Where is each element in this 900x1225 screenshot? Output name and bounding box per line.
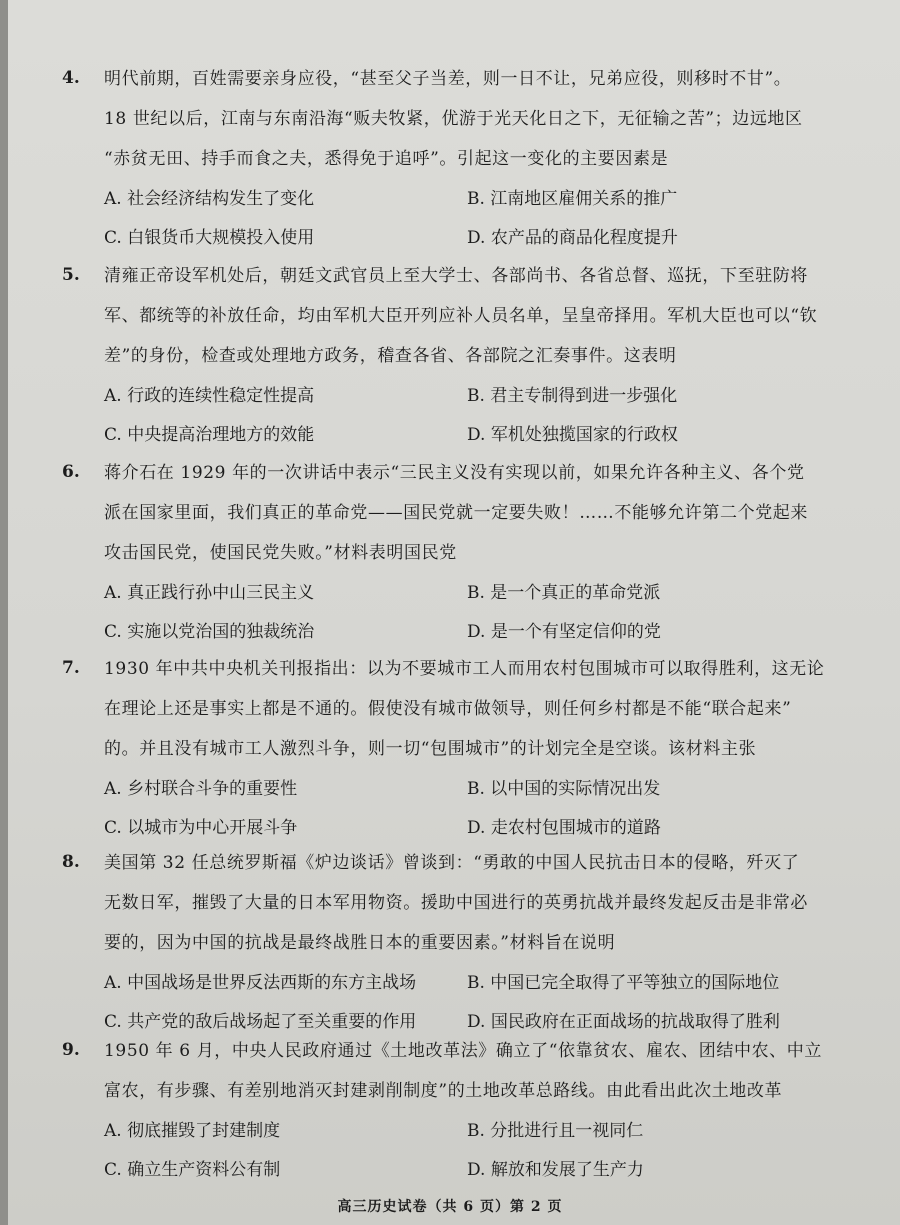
question-stem-line: 差”的身份，检查或处理地方政务，稽查各省、各部院之汇奏事件。这表明 xyxy=(104,346,677,366)
answer-option-a[interactable]: A. 行政的连续性稳定性提高 xyxy=(104,386,315,406)
answer-option-d[interactable]: D. 国民政府在正面战场的抗战取得了胜利 xyxy=(467,1012,780,1032)
question-stem-line: 1950 年 6 月，中央人民政府通过《土地改革法》确立了“依靠贫农、雇农、团结中农、中立 xyxy=(104,1041,822,1061)
answer-option-d[interactable]: D. 解放和发展了生产力 xyxy=(467,1160,644,1180)
question-stem-line: “赤贫无田、持手而食之夫，悉得免于追呼”。引起这一变化的主要因素是 xyxy=(104,149,669,169)
answer-option-a[interactable]: A. 乡村联合斗争的重要性 xyxy=(104,779,298,799)
question-number: 9. xyxy=(62,1040,80,1060)
question-stem-line: 明代前期，百姓需要亲身应役，“甚至父子当差，则一日不让，兄弟应役，则移时不甘”。 xyxy=(104,69,792,89)
answer-option-b[interactable]: B. 中国已完全取得了平等独立的国际地位 xyxy=(467,973,780,993)
answer-option-c[interactable]: C. 白银货币大规模投入使用 xyxy=(104,228,315,248)
question-number: 6. xyxy=(62,462,80,482)
question-stem-line: 在理论上还是事实上都是不通的。假使没有城市做领导，则任何乡村都是不能“联合起来” xyxy=(104,699,792,719)
answer-option-b[interactable]: B. 以中国的实际情况出发 xyxy=(467,779,661,799)
question-stem-line: 要的，因为中国的抗战是最终战胜日本的重要因素。”材料旨在说明 xyxy=(104,933,616,953)
question-stem-line: 攻击国民党，使国民党失败。”材料表明国民党 xyxy=(104,543,457,563)
question-stem-line: 派在国家里面，我们真正的革命党——国民党就一定要失败！……不能够允许第二个党起来 xyxy=(104,503,808,523)
question-number: 5. xyxy=(62,265,80,285)
question-stem-line: 蒋介石在 1929 年的一次讲话中表示“三民主义没有实现以前，如果允许各种主义、各个党 xyxy=(104,463,805,483)
answer-option-a[interactable]: A. 彻底摧毁了封建制度 xyxy=(104,1121,281,1141)
answer-option-a[interactable]: A. 中国战场是世界反法西斯的东方主战场 xyxy=(104,973,417,993)
page-footer: 高三历史试卷（共 6 页）第 2 页 xyxy=(337,1199,563,1215)
answer-option-a[interactable]: A. 社会经济结构发生了变化 xyxy=(104,189,315,209)
question-stem-line: 的。并且没有城市工人激烈斗争，则一切“包围城市”的计划完全是空谈。该材料主张 xyxy=(104,739,757,759)
answer-option-a[interactable]: A. 真正践行孙中山三民主义 xyxy=(104,583,315,603)
question-number: 4. xyxy=(62,68,80,88)
answer-option-c[interactable]: C. 共产党的敌后战场起了至关重要的作用 xyxy=(104,1012,417,1032)
question-stem-line: 18 世纪以后，江南与东南沿海“贩夫牧紧，优游于光天化日之下，无征输之苦”；边远地区 xyxy=(104,109,803,129)
answer-option-c[interactable]: C. 确立生产资料公有制 xyxy=(104,1160,281,1180)
answer-option-d[interactable]: D. 走农村包围城市的道路 xyxy=(467,818,661,838)
answer-option-b[interactable]: B. 分批进行且一视同仁 xyxy=(467,1121,644,1141)
question-stem-line: 无数日军，摧毁了大量的日本军用物资。援助中国进行的英勇抗战并最终发起反击是非常必 xyxy=(104,893,808,913)
question-number: 7. xyxy=(62,658,80,678)
question-stem-line: 富农，有步骤、有差别地消灭封建剥削制度”的土地改革总路线。由此看出此次土地改革 xyxy=(104,1081,783,1101)
question-number: 8. xyxy=(62,852,80,872)
answer-option-d[interactable]: D. 是一个有坚定信仰的党 xyxy=(467,622,661,642)
question-stem-line: 1930 年中共中央机关刊报指出：以为不要城市工人而用农村包围城市可以取得胜利，这无论 xyxy=(104,659,825,679)
answer-option-b[interactable]: B. 江南地区雇佣关系的推广 xyxy=(467,189,678,209)
answer-option-d[interactable]: D. 农产品的商品化程度提升 xyxy=(467,228,678,248)
question-stem-line: 清雍正帝设军机处后，朝廷文武官员上至大学士、各部尚书、各省总督、巡抚，下至驻防将 xyxy=(104,266,808,286)
question-stem-line: 美国第 32 任总统罗斯福《炉边谈话》曾谈到：“勇敢的中国人民抗击日本的侵略，歼灭了 xyxy=(104,853,800,873)
answer-option-c[interactable]: C. 实施以党治国的独裁统治 xyxy=(104,622,315,642)
answer-option-c[interactable]: C. 以城市为中心开展斗争 xyxy=(104,818,298,838)
answer-option-b[interactable]: B. 君主专制得到进一步强化 xyxy=(467,386,678,406)
answer-option-c[interactable]: C. 中央提高治理地方的效能 xyxy=(104,425,315,445)
question-stem-line: 军、都统等的补放任命，均由军机大臣开列应补人员名单，呈皇帝择用。军机大臣也可以“钦 xyxy=(104,306,818,326)
answer-option-b[interactable]: B. 是一个真正的革命党派 xyxy=(467,583,661,603)
answer-option-d[interactable]: D. 军机处独揽国家的行政权 xyxy=(467,425,678,445)
